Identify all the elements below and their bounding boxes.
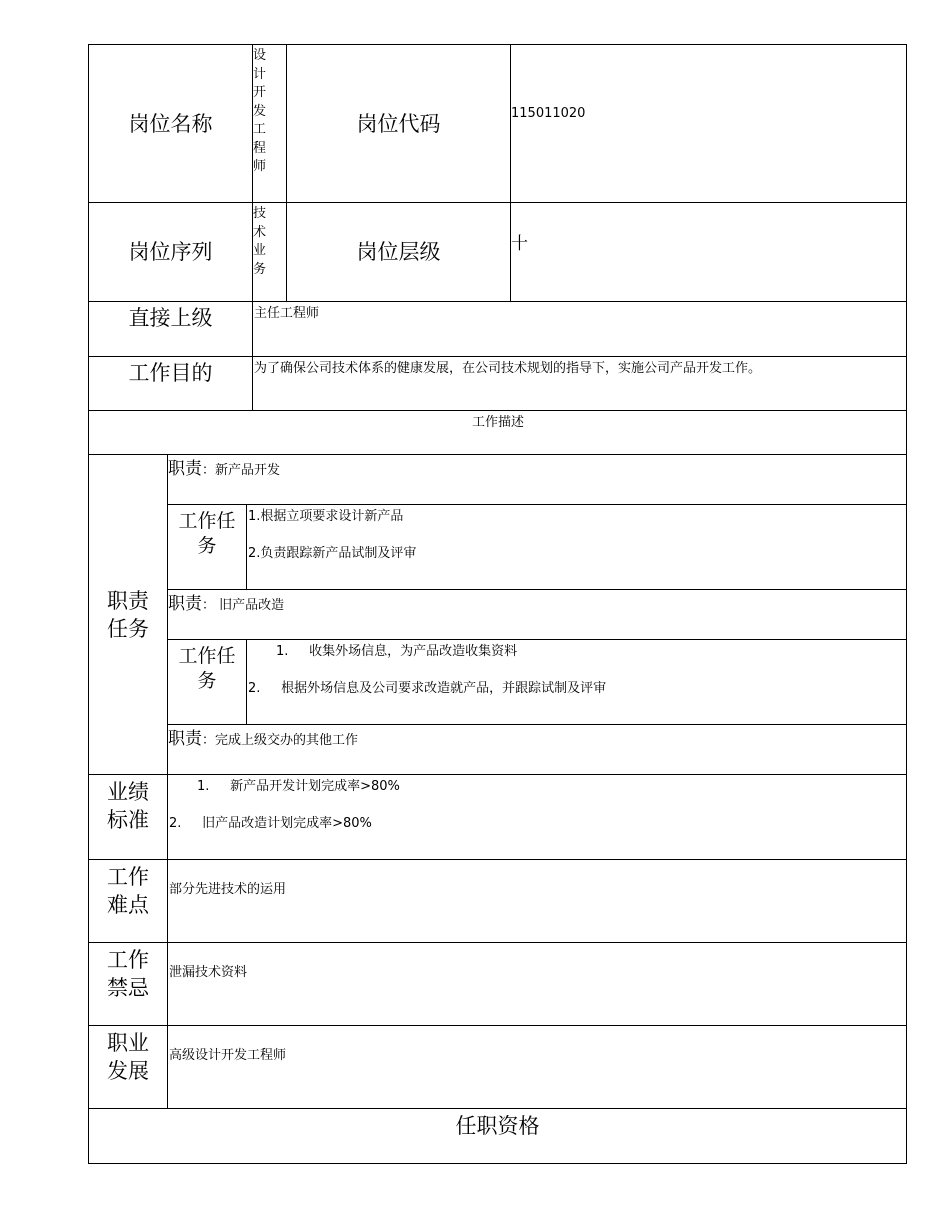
task-label [167,639,247,725]
purpose-label-text: 工作目的 [128,361,213,385]
duty-name: ： 旧产品改造 [202,598,285,613]
superior-label [88,301,253,357]
duty-row [167,454,907,505]
post-name-label-text: 岗位名称 [128,111,213,136]
career-value-text: 高级设计开发工程师 [169,1048,287,1063]
performance-item: 1. 新产品开发计划完成率>80% [197,779,400,794]
task-item: 2.负责跟踪新产品试制及评审 [248,546,417,561]
career-label [88,1025,168,1109]
task-label-text: 工作任务 [178,510,236,557]
superior-label-text: 直接上级 [128,306,213,330]
task-label-text: 工作任务 [178,645,236,692]
performance-label [88,774,168,860]
post-seq-label-text: 岗位序列 [128,240,213,264]
post-level-label-text: 岗位层级 [356,240,441,264]
post-level-label [286,202,511,302]
post-level-value-text: 十 [511,233,528,254]
taboo-value-text: 泄漏技术资料 [169,965,248,980]
post-code-label [286,44,511,203]
duty-row [167,724,907,775]
post-code-label-text: 岗位代码 [356,111,441,136]
taboo-label [88,942,168,1026]
purpose-label [88,356,253,411]
duty-name: ：新产品开发 [202,463,281,478]
post-code-value-text: 115011020 [511,106,586,121]
task-label [167,504,247,590]
difficulty-label [88,859,168,943]
purpose-value [252,356,907,411]
duty-row [167,589,907,640]
superior-value-text: 主任工程师 [254,306,320,321]
post-code-value [510,44,907,203]
career-label-text: 职业发展 [107,1031,149,1083]
performance-label-text: 业绩标准 [107,780,149,832]
post-seq-label [88,202,253,302]
duty-prefix: 职责 [168,729,202,749]
post-level-value [510,202,907,302]
task-item: 1. 收集外场信息，为产品改造收集资料 [276,644,518,659]
taboo-label-text: 工作禁忌 [107,948,149,1000]
career-value [167,1025,907,1109]
description-title [88,410,907,455]
taboo-value [167,942,907,1026]
performance-item: 2. 旧产品改造计划完成率>80% [169,816,372,831]
task-item: 1.根据立项要求设计新产品 [248,509,404,524]
task-list [246,504,907,590]
post-seq-value-text: 技术业务 [253,206,267,277]
duty-section-label-text: 职责任务 [107,588,149,641]
qualification-title-text: 任职资格 [455,1114,540,1138]
description-title-text: 工作描述 [471,415,524,430]
duty-name: ：完成上级交办的其他工作 [202,733,359,748]
superior-value [252,301,907,357]
task-gap [248,661,906,679]
performance-list [167,774,907,860]
task-gap [248,526,906,544]
duty-section-label [88,454,168,775]
purpose-value-text: 为了确保公司技术体系的健康发展，在公司技术规划的指导下，实施公司产品开发工作。 [254,361,762,376]
duty-prefix: 职责 [168,459,202,479]
post-name-value-text: 设计开发工程师 [253,48,267,174]
post-seq-value [252,202,287,302]
performance-gap [169,796,906,814]
post-name-label [88,44,253,203]
duty-prefix: 职责 [168,594,202,614]
difficulty-label-text: 工作难点 [107,865,149,917]
qualification-title [88,1108,907,1164]
difficulty-value-text: 部分先进技术的运用 [169,882,287,897]
difficulty-value [167,859,907,943]
task-list [246,639,907,725]
post-name-value [252,44,287,203]
task-item: 2. 根据外场信息及公司要求改造就产品，并跟踪试制及评审 [248,681,607,696]
